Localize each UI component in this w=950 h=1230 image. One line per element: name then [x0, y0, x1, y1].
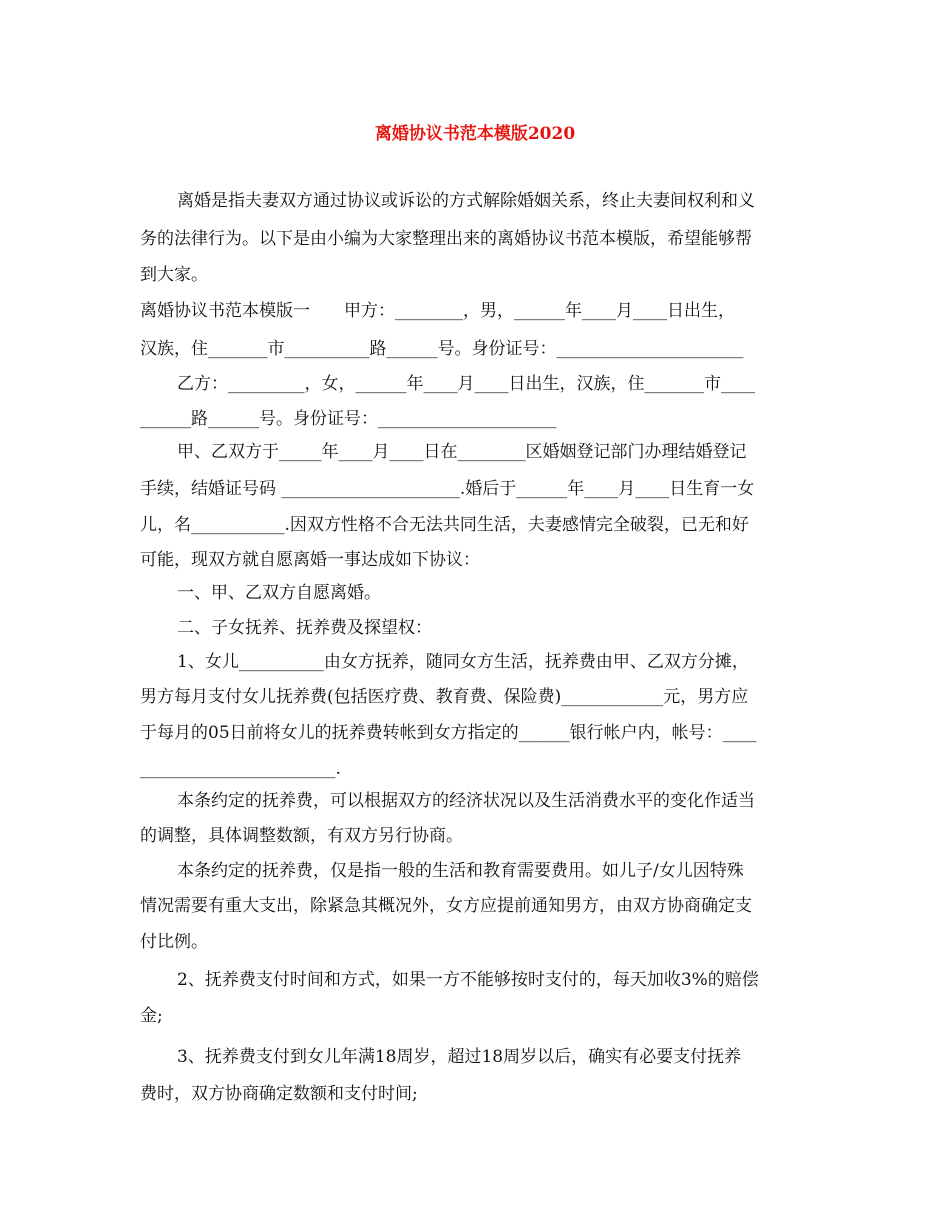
- paragraph-line: 汉族，住_______市__________路______号。身份证号：______________________: [140, 339, 744, 359]
- paragraph-line: 儿，名___________.因双方性格不合无法共同生活，夫妻感情完全破裂，已无和好: [140, 515, 749, 535]
- document-title: 离婚协议书范本模版2020: [374, 124, 576, 144]
- paragraph-line: 3、抚养费支付到女儿年满18周岁，超过18周岁以后，确实有必要支付抚养: [177, 1047, 742, 1067]
- paragraph-line: 二、子女抚养、抚养费及探望权：: [177, 618, 432, 638]
- paragraph-line: 本条约定的抚养费，可以根据双方的经济状况以及生活消费水平的变化作适当: [177, 791, 755, 811]
- paragraph-line: 情况需要有重大支出，除紧急其概况外，女方应提前通知男方，由双方协商确定支: [140, 896, 752, 916]
- paragraph-line: 费时，双方协商确定数额和支付时间;: [140, 1084, 418, 1104]
- paragraph-line: 甲、乙双方于_____年____月____日在________区婚姻登记部门办理结婚登记: [177, 442, 747, 462]
- paragraph-line: 男方每月支付女儿抚养费(包括医疗费、教育费、保险费)____________元，男方应: [140, 687, 749, 707]
- paragraph-line: 付比例。: [140, 932, 208, 952]
- paragraph-line: 离婚协议书范本模版一 甲方：________，男，______年____月____日出生，: [140, 301, 735, 321]
- paragraph-line: 金;: [140, 1006, 163, 1026]
- paragraph-line: 1、女儿__________由女方抚养，随同女方生活，抚养费由甲、乙双方分摊，: [177, 652, 749, 672]
- paragraph-line: 本条约定的抚养费，仅是指一般的生活和教育需要费用。如儿子/女儿因特殊: [177, 861, 744, 881]
- paragraph-line: 乙方：_________，女，______年____月____日出生，汉族，住_______市____: [177, 374, 755, 394]
- paragraph-line: 的调整，具体调整数额，有双方另行协商。: [140, 826, 463, 846]
- paragraph-line: 一、甲、乙双方自愿离婚。: [177, 583, 381, 603]
- paragraph-line: 2、抚养费支付时间和方式，如果一方不能够按时支付的，每天加收3%的赔偿: [177, 970, 759, 990]
- paragraph-line: 于每月的05日前将女儿的抚养费转帐到女方指定的______银行帐户内，帐号：____: [140, 723, 757, 743]
- paragraph-line: 离婚是指夫妻双方通过协议或诉讼的方式解除婚姻关系，终止夫妻间权利和义: [177, 191, 755, 211]
- paragraph-line: _______________________.: [140, 759, 341, 779]
- paragraph-line: 到大家。: [140, 265, 208, 285]
- paragraph-line: 务的法律行为。以下是由小编为大家整理出来的离婚协议书范本模版，希望能够帮: [140, 229, 752, 249]
- paragraph-line: ______路______号。身份证号：_____________________: [140, 409, 557, 429]
- paragraph-line: 手续，结婚证号码 _____________________.婚后于______年____月____日生育一女: [140, 479, 755, 499]
- paragraph-line: 可能，现双方就自愿离婚一事达成如下协议：: [140, 550, 480, 570]
